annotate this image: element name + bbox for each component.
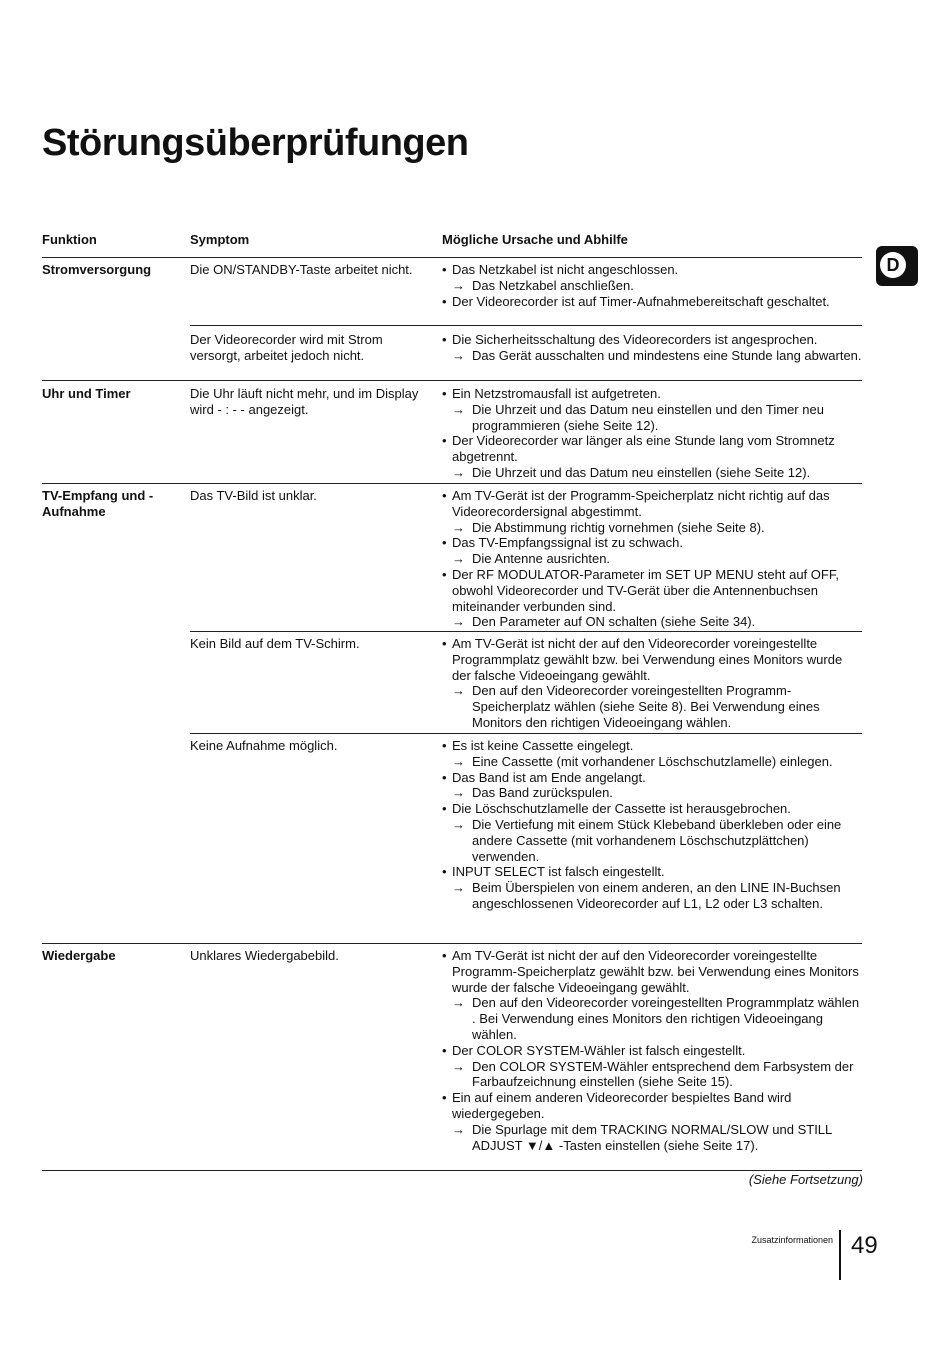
cause-text: Am TV-Gerät ist nicht der auf den Videorecorder voreingestellte Programm-Speicherplatz gewählt bzw. bei Verwendung eines Monitors wurde der falsche Videoeingang gewählt. (452, 948, 859, 995)
cause-item (442, 1043, 862, 1059)
symptom-cell: Das TV-Bild ist unklar. (190, 488, 317, 503)
symptom-cell: Die ON/STANDBY-Taste arbeitet nicht. (190, 262, 413, 277)
cause-text: Der Videorecorder ist auf Timer-Aufnahmebereitschaft geschaltet. (452, 293, 830, 309)
cause-text: Ein auf einem anderen Videorecorder bespieltes Band wird wiedergegeben. (452, 1090, 792, 1121)
cause-item (442, 636, 862, 683)
remedy-item: → Das Netzkabel anschließen. (442, 278, 862, 294)
page-number: 49 (851, 1232, 878, 1259)
footer-section-label: Zusatzinformationen (751, 1235, 833, 1245)
header-cause: Mögliche Ursache und Abhilfe (442, 232, 628, 247)
symptom-cell: Unklares Wiedergabebild. (190, 948, 339, 963)
cause-item (442, 386, 862, 402)
symptom-cell: Keine Aufnahme möglich. (190, 738, 338, 753)
symptom-cell: Die Uhr läuft nicht mehr, und im Display wird - : - - angezeigt. (190, 386, 419, 417)
row-rule (42, 483, 862, 484)
symptom-cell: Kein Bild auf dem TV-Schirm. (190, 636, 360, 651)
function-cell: Wiedergabe (42, 948, 116, 963)
header-function: Funktion (42, 232, 97, 247)
cause-item (442, 770, 862, 786)
remedy-item: → Den Parameter auf ON schalten (siehe Seite 34). (442, 614, 862, 630)
cause-text: Am TV-Gerät ist nicht der auf den Videorecorder voreingestellte Programmplatz gewählt bzw. bei Verwendung eines Monitors wurde der falsche Videoeingang gewählt. (452, 636, 843, 683)
table-bottom-rule (42, 1170, 862, 1171)
continued-note: (Siehe Fortsetzung) (748, 1172, 863, 1187)
cause-item (442, 262, 862, 278)
symptom-cell: Der Videorecorder wird mit Strom versorgt, arbeitet jedoch nicht. (190, 332, 383, 363)
cause-cell (442, 262, 862, 309)
row-rule (190, 631, 862, 632)
remedy-item: → Die Uhrzeit und das Datum neu einstellen und den Timer neu programmieren (siehe Seite 12). (442, 402, 862, 434)
row-rule (42, 943, 862, 944)
cause-text: Das Band ist am Ende angelangt. (452, 769, 646, 785)
cause-text: INPUT SELECT ist falsch eingestellt. (452, 864, 665, 880)
cause-item (442, 332, 862, 348)
cause-item (442, 948, 862, 995)
remedy-item: → Die Spurlage mit dem TRACKING NORMAL/SLOW und STILL ADJUST ▼/▲ -Tasten einstellen (siehe Seite 17). (442, 1122, 862, 1154)
cause-item (442, 801, 862, 817)
table-header (0, 232, 950, 254)
function-cell: TV-Empfang und -Aufnahme (42, 488, 154, 519)
row-rule (190, 733, 862, 734)
header-symptom: Symptom (190, 232, 250, 247)
row-rule (42, 380, 862, 381)
cause-text: Ein Netzstromausfall ist aufgetreten. (452, 386, 661, 401)
function-cell: Stromversorgung (42, 262, 152, 277)
cause-cell (442, 386, 862, 481)
cause-text: Der RF MODULATOR-Parameter im SET UP MENU steht auf OFF, obwohl Videorecorder und TV-Gerät über die Antennenbuchsen miteinander verbunden sind. (452, 566, 839, 614)
remedy-item: → Die Vertiefung mit einem Stück Klebeband überkleben oder eine andere Cassette (mit vorhandenem Löschschutzplättchen) verwenden. (442, 817, 862, 864)
remedy-item: → Den COLOR SYSTEM-Wähler entsprechend dem Farbsystem der Farbaufzeichnung einstellen (siehe Seite 15). (442, 1059, 862, 1091)
remedy-item: → Beim Überspielen von einem anderen, an den LINE IN-Buchsen angeschlossenen Videorecorder auf L1, L2 oder L3 schalten. (442, 880, 862, 912)
cause-text: Der COLOR SYSTEM-Wähler ist falsch eingestellt. (452, 1042, 746, 1058)
remedy-item: → Den auf den Videorecorder voreingestellten Programm-Speicherplatz wählen (siehe Seite 8). Bei Verwendung eines Monitors den richtigen Videoeingang wählen. (442, 683, 862, 730)
remedy-item: → Die Antenne ausrichten. (442, 551, 862, 567)
cause-cell (442, 488, 862, 630)
cause-text: Am TV-Gerät ist der Programm-Speicherplatz nicht richtig auf das Videorecordersignal abgestimmt. (452, 488, 830, 519)
row-rule (190, 325, 862, 326)
cause-cell (442, 948, 862, 1153)
cause-cell (442, 332, 862, 364)
footer-divider (839, 1230, 841, 1280)
cause-cell (442, 738, 862, 912)
cause-text: Die Sicherheitsschaltung des Videorecorders ist angesprochen. (452, 332, 818, 347)
remedy-item: → Die Uhrzeit und das Datum neu einstellen (siehe Seite 12). (442, 465, 862, 481)
cause-item (442, 738, 862, 754)
remedy-item: → Eine Cassette (mit vorhandener Löschschutzlamelle) einlegen. (442, 754, 862, 770)
cause-item (442, 294, 862, 310)
cause-item (442, 567, 862, 614)
cause-item (442, 535, 862, 551)
remedy-item: → Das Gerät ausschalten und mindestens eine Stunde lang abwarten. (442, 348, 862, 364)
cause-text: Das TV-Empfangssignal ist zu schwach. (452, 535, 683, 551)
cause-item (442, 864, 862, 880)
page-title: Störungsüberprüfungen (42, 122, 469, 164)
cause-cell (442, 636, 862, 731)
remedy-item: → Das Band zurückspulen. (442, 785, 862, 801)
remedy-item: → Den auf den Videorecorder voreingestellten Programmplatz wählen . Bei Verwendung eines Monitors den richtigen Videoeingang wählen. (442, 995, 862, 1042)
language-badge-label: D (880, 252, 906, 278)
cause-item (442, 433, 862, 465)
function-cell: Uhr und Timer (42, 386, 131, 401)
cause-text: Die Löschschutzlamelle der Cassette ist herausgebrochen. (452, 801, 791, 817)
cause-text: Es ist keine Cassette eingelegt. (452, 738, 634, 753)
cause-item (442, 488, 862, 520)
header-rule (42, 257, 862, 258)
cause-item (442, 1090, 862, 1122)
cause-text: Der Videorecorder war länger als eine Stunde lang vom Stromnetz abgetrennt. (452, 433, 835, 465)
remedy-item: → Die Abstimmung richtig vornehmen (siehe Seite 8). (442, 520, 862, 536)
cause-text: Das Netzkabel ist nicht angeschlossen. (452, 262, 679, 277)
